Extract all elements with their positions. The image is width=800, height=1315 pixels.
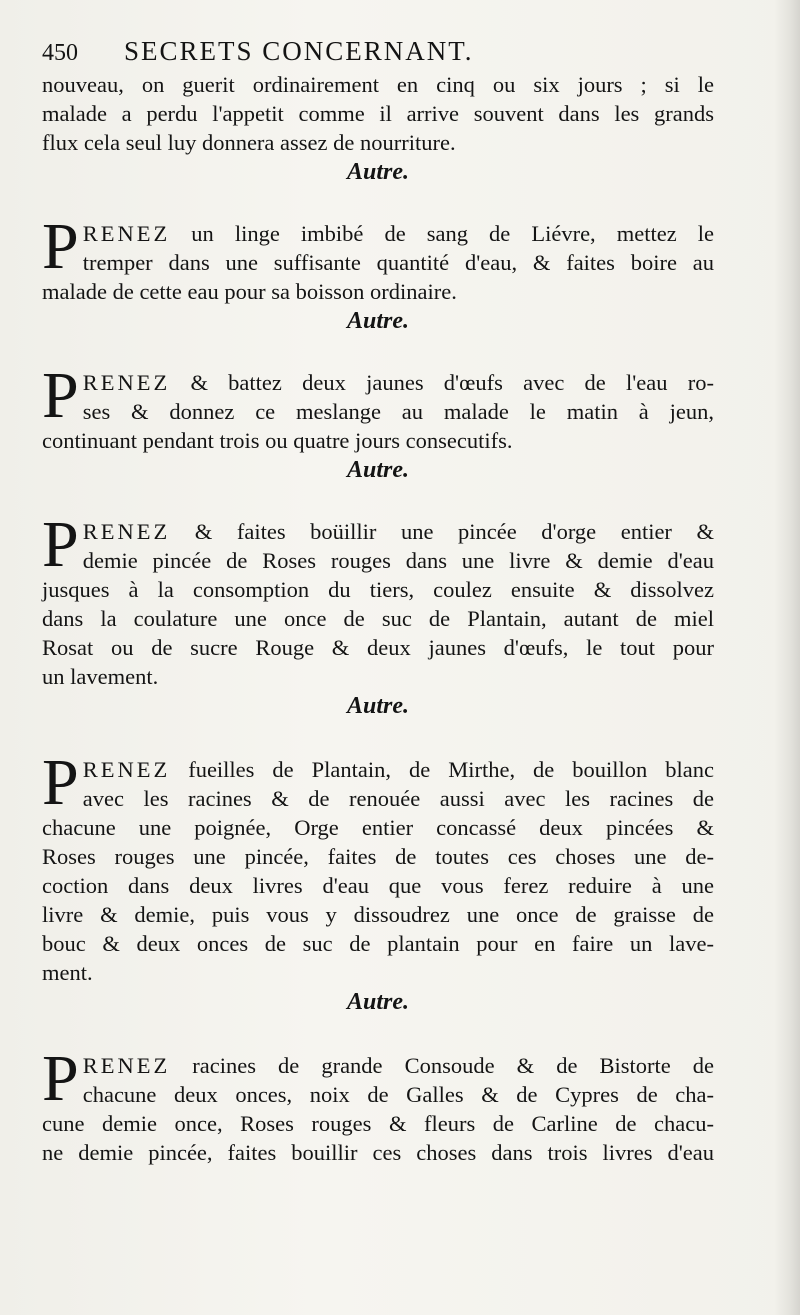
text-line: Rosat ou de sucre Rouge & deux jaunes d'œufs, le tout pour [42, 635, 714, 660]
text-line: ne demie pincée, faites bouillir ces choses dans trois livres d'eau [42, 1140, 714, 1165]
page-gutter-shadow [774, 0, 800, 1315]
text-line: flux cela seul luy donnera assez de nourriture. [42, 130, 456, 155]
text-line [42, 219, 714, 248]
section-heading: Autre. [346, 989, 409, 1015]
drop-cap: P [42, 508, 79, 581]
text-line: chacune deux onces, noix de Galles & de Cypres de cha- [82, 1082, 714, 1107]
recipe-paragraph [42, 359, 714, 455]
text-line: avec les racines & de renouée aussi avec les racines de [82, 786, 714, 811]
text-line: demie pincée de Roses rouges dans une livre & demie d'eau [82, 548, 714, 573]
text-line: chacune une poignée, Orge entier concassé deux pincées & [42, 815, 714, 840]
text-line: jusques à la consomption du tiers, coulez ensuite & dissolvez [42, 577, 714, 602]
drop-cap: P [42, 210, 79, 283]
text-line: continuant pendant trois ou quatre jours consecutifs. [42, 428, 513, 453]
lead-word: RENEZ [82, 1053, 171, 1078]
text-line: bouc & deux onces de suc de plantain pour en faire un lave- [42, 931, 714, 956]
text-line [42, 368, 714, 397]
recipe-paragraph [42, 1042, 715, 1167]
text-line [42, 1051, 714, 1080]
drop-cap: P [42, 746, 79, 819]
text-line: tremper dans une suffisante quantité d'eau, & faites boire au [82, 250, 714, 275]
text-line-rest: racines de grande Consoude & de Bistorte de [192, 1053, 715, 1078]
text-line: ment. [42, 960, 93, 985]
text-line: malade de cette eau pour sa boisson ordinaire. [42, 279, 457, 304]
text-line: dans la coulature une once de suc de Plantain, autant de miel [42, 606, 714, 631]
text-line: livre & demie, puis vous y dissoudrez une once de graisse de [42, 902, 714, 927]
text-line-rest: & faites boüillir une pincée d'orge entier & [194, 519, 714, 544]
lead-word: RENEZ [82, 221, 171, 246]
section-heading: Autre. [346, 457, 409, 483]
recipe-paragraph [42, 210, 714, 306]
text-line [42, 755, 714, 784]
text-line-rest: & battez deux jaunes d'œufs avec de l'eau ro- [190, 370, 714, 395]
section-heading: Autre. [346, 693, 409, 719]
intro-paragraph [42, 70, 714, 157]
recipe-paragraph [42, 746, 714, 987]
drop-cap: P [42, 359, 79, 432]
text-line-rest: un linge imbibé de sang de Liévre, mettez le [191, 221, 714, 246]
text-line: malade a perdu l'appetit comme il arrive souvent dans les grands [42, 101, 714, 126]
running-head [42, 36, 714, 70]
lead-word: RENEZ [82, 757, 171, 782]
running-title: SECRETS CONCERNANT. [124, 36, 474, 66]
text-line-rest: fueilles de Plantain, de Mirthe, de bouillon blanc [188, 757, 714, 782]
section-heading: Autre. [346, 308, 409, 334]
section-heading: Autre. [346, 159, 409, 185]
text-line [42, 517, 714, 546]
drop-cap: P [42, 1042, 79, 1115]
text-line: un lavement. [42, 664, 159, 689]
text-line: ses & donnez ce meslange au malade le matin à jeun, [82, 399, 714, 424]
text-line: Roses rouges une pincée, faites de toutes ces choses une de- [42, 844, 714, 869]
page-number: 450 [42, 40, 78, 66]
lead-word: RENEZ [82, 519, 171, 544]
recipe-paragraph [42, 508, 714, 691]
text-line: nouveau, on guerit ordinairement en cinq ou six jours ; si le [42, 72, 714, 97]
lead-word: RENEZ [82, 370, 171, 395]
text-line: cune demie once, Roses rouges & fleurs de Carline de chacu- [42, 1111, 714, 1136]
text-line: coction dans deux livres d'eau que vous ferez reduire à une [42, 873, 714, 898]
